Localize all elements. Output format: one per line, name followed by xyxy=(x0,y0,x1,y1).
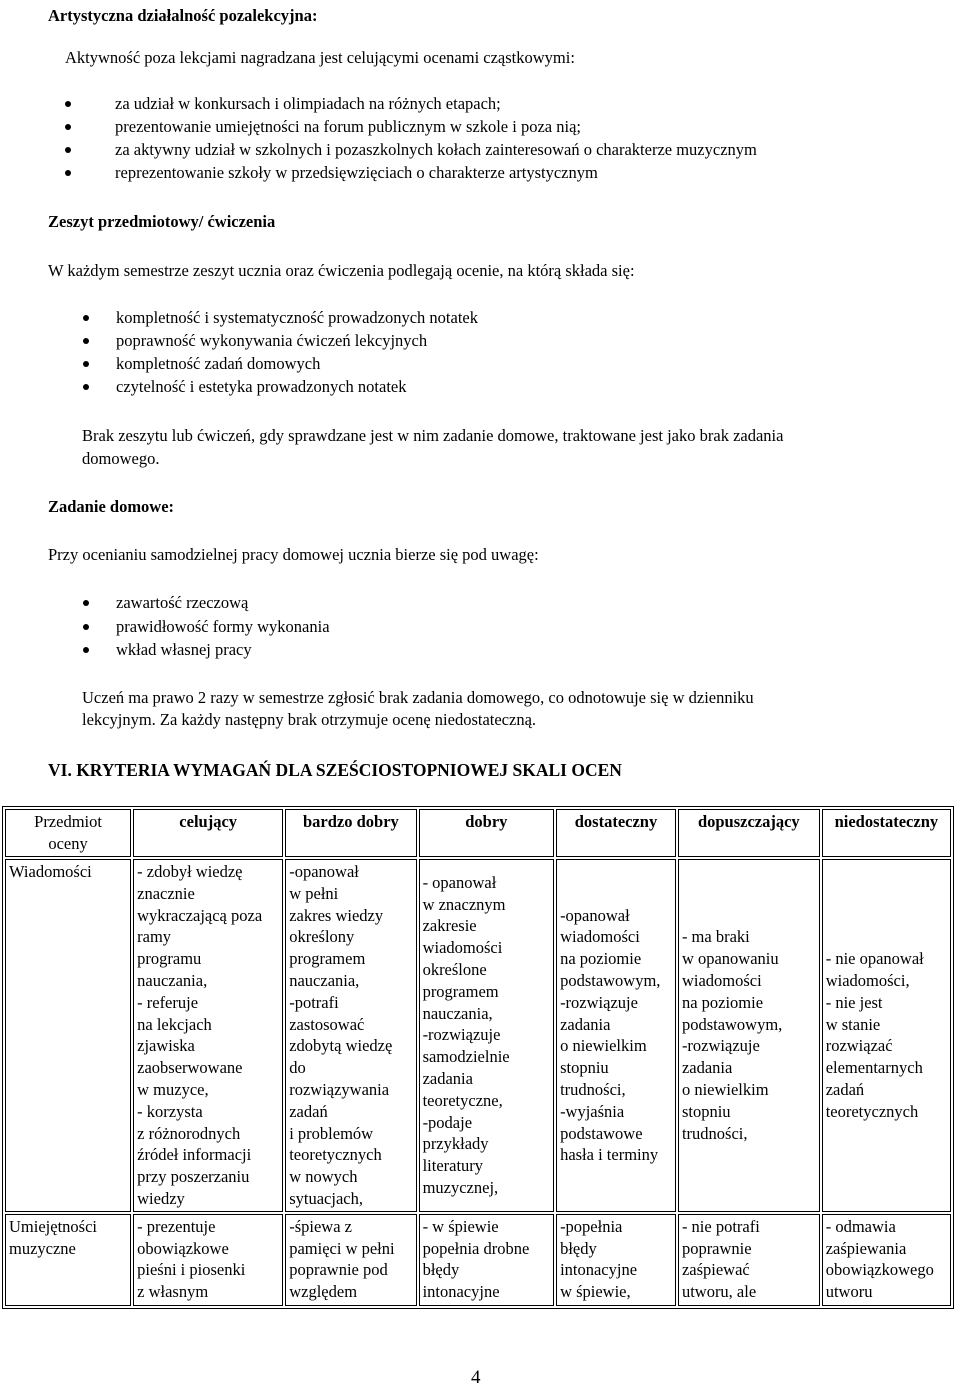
list-item: zawartość rzeczową xyxy=(116,593,249,612)
criteria-line: wiadomości, xyxy=(825,970,910,990)
criteria-line: utworu, ale xyxy=(681,1282,757,1302)
bullet-icon xyxy=(65,170,71,176)
criteria-line: teoretycznych xyxy=(289,1145,382,1165)
grade-header-dostateczny: dostateczny xyxy=(556,809,676,857)
criteria-line: zadań xyxy=(289,1101,328,1121)
criteria-line: programem xyxy=(422,981,499,1001)
criteria-line: stopniu xyxy=(681,1101,731,1121)
table-header-row xyxy=(5,809,951,857)
criteria-cell xyxy=(822,1214,951,1306)
criteria-line: w opanowaniu xyxy=(681,949,779,969)
table-row xyxy=(5,859,951,1212)
list-item: kompletność i systematyczność prowadzonych notatek xyxy=(116,308,478,327)
notebook-intro: W każdym semestrze zeszyt ucznia oraz ćwiczenia podlegają ocenie, na którą składa się: xyxy=(48,261,635,280)
criteria-line: poprawnie xyxy=(681,1238,752,1258)
list-item: czytelność i estetyka prowadzonych notatek xyxy=(116,377,407,396)
bullet-icon xyxy=(65,124,71,130)
criteria-line: -wyjaśnia xyxy=(560,1101,625,1121)
criteria-cell xyxy=(285,1214,416,1306)
criteria-line: -rozwiązuje xyxy=(560,992,638,1012)
criteria-line: - nie jest xyxy=(825,992,883,1012)
criteria-line: z własnym xyxy=(137,1282,209,1302)
criteria-cell xyxy=(419,1214,555,1306)
criteria-line: zdobytą wiedzę xyxy=(289,1036,393,1056)
list-item: kompletność zadań domowych xyxy=(116,354,321,373)
criteria-line: pieśni i piosenki xyxy=(137,1260,246,1280)
criteria-cell xyxy=(556,859,676,1212)
criteria-line: -rozwiązuje xyxy=(422,1025,501,1045)
criteria-line: zaobserwowane xyxy=(137,1058,243,1078)
list-item: wkład własnej pracy xyxy=(116,640,252,659)
bullet-icon xyxy=(65,101,71,107)
section-heading-homework: Zadanie domowe: xyxy=(48,497,175,516)
criteria-line: zadania xyxy=(560,1014,611,1034)
criteria-cell xyxy=(556,1214,676,1306)
criteria-line: wiadomości xyxy=(560,927,640,947)
list-item: prawidłowość formy wykonania xyxy=(116,617,330,636)
criteria-line: w stanie xyxy=(825,1014,881,1034)
criteria-line: - opanował xyxy=(422,872,497,892)
criteria-line: ramy xyxy=(137,927,172,947)
criteria-line: zastosować xyxy=(289,1014,365,1034)
criteria-line: w śpiewie, xyxy=(560,1282,631,1302)
criteria-line: na poziomie xyxy=(681,992,764,1012)
criteria-line: popełnia drobne xyxy=(422,1238,530,1258)
list-item: reprezentowanie szkoły w przedsięwzięciach o charakterze artystycznym xyxy=(115,163,598,182)
list-item: poprawność wykonywania ćwiczeń lekcyjnych xyxy=(116,331,428,350)
criteria-line: -popełnia xyxy=(560,1216,623,1236)
homework-note-line: Uczeń ma prawo 2 razy w semestrze zgłosić brak zadania domowego, co odnotowuje się w dzienniku xyxy=(82,688,754,707)
bullet-icon xyxy=(83,361,89,367)
row-label-umiejetnosci xyxy=(5,1214,131,1306)
criteria-line: wykraczającą poza xyxy=(137,905,263,925)
homework-note-line: lekcyjnym. Za każdy następny brak otrzymuje ocenę niedostateczną. xyxy=(82,710,537,729)
bullet-icon xyxy=(83,647,89,653)
criteria-line: obowiązkowego xyxy=(825,1260,934,1280)
criteria-line: podstawowe xyxy=(560,1123,643,1143)
criteria-line: zaśpiewania xyxy=(825,1238,907,1258)
criteria-line: literatury xyxy=(422,1156,484,1176)
criteria-line: intonacyjne xyxy=(560,1260,638,1280)
criteria-line: określony xyxy=(289,927,355,947)
criteria-cell xyxy=(133,1214,283,1306)
criteria-line: zaśpiewać xyxy=(681,1260,750,1280)
notebook-note-line: Brak zeszytu lub ćwiczeń, gdy sprawdzane jest w nim zadanie domowe, traktowane jest jako brak zadania xyxy=(82,426,784,445)
criteria-line: -opanował xyxy=(289,862,359,881)
row-label-line: Umiejętności xyxy=(9,1216,97,1236)
criteria-line: programem xyxy=(289,949,366,969)
criteria-line: trudności, xyxy=(681,1123,748,1143)
criteria-line: hasła i terminy xyxy=(560,1145,659,1165)
criteria-line: podstawowym, xyxy=(560,970,661,990)
notebook-note-line: domowego. xyxy=(82,449,160,468)
criteria-line: zjawiska xyxy=(137,1036,195,1056)
criteria-line: -potrafi xyxy=(289,992,339,1012)
criteria-line: zakres wiedzy xyxy=(289,905,384,925)
criteria-line: w znacznym xyxy=(422,894,506,914)
criteria-line: o niewielkim xyxy=(681,1079,769,1099)
row-label-line: muzyczne xyxy=(9,1238,76,1258)
criteria-line: utworu xyxy=(825,1282,873,1302)
criteria-line: znacznie xyxy=(137,883,195,903)
grade-header-celujacy: celujący xyxy=(133,809,283,857)
row-label-wiadomosci: Wiadomości xyxy=(5,859,131,1212)
criteria-line: do xyxy=(289,1058,306,1078)
criteria-line: w muzyce, xyxy=(137,1079,209,1099)
criteria-line: w pełni xyxy=(289,883,339,903)
criteria-line: trudności, xyxy=(560,1079,626,1099)
criteria-line: muzycznej, xyxy=(422,1178,499,1198)
criteria-line: teoretyczne, xyxy=(422,1090,503,1110)
criteria-line: intonacyjne xyxy=(422,1282,500,1302)
criteria-line: błędy xyxy=(560,1238,597,1258)
criteria-line: na lekcjach xyxy=(137,1014,212,1034)
criteria-cell xyxy=(419,859,555,1212)
list-item: za udział w konkursach i olimpiadach na różnych etapach; xyxy=(115,94,501,113)
criteria-line: -śpiewa z xyxy=(289,1216,352,1236)
section-heading-notebook: Zeszyt przedmiotowy/ ćwiczenia xyxy=(48,212,276,231)
criteria-line: sytuacjach, xyxy=(289,1188,363,1208)
bullet-icon xyxy=(83,624,89,630)
criteria-cell xyxy=(133,859,283,1212)
criteria-line: -rozwiązuje xyxy=(681,1036,760,1056)
list-item: prezentowanie umiejętności na forum publicznym w szkole i poza nią; xyxy=(115,117,581,136)
criteria-line: wiadomości xyxy=(422,938,503,958)
criteria-line: samodzielnie xyxy=(422,1047,510,1067)
list-item: za aktywny udział w szkolnych i pozaszkolnych kołach zainteresowań o charakterze muzycznym xyxy=(115,140,757,159)
criteria-line: podstawowym, xyxy=(681,1014,783,1034)
criteria-line: nauczania, xyxy=(137,970,208,990)
criteria-line: obowiązkowe xyxy=(137,1238,229,1258)
criteria-line: zadania xyxy=(422,1069,473,1089)
corner-label: oceny xyxy=(48,833,88,853)
section-heading-activities: Artystyczna działalność pozalekcyjna: xyxy=(48,6,318,25)
criteria-line: - prezentuje xyxy=(137,1216,216,1236)
criteria-line: źródeł informacji xyxy=(137,1145,252,1165)
criteria-line: nauczania, xyxy=(422,1003,493,1023)
grading-criteria-table xyxy=(2,806,954,1309)
criteria-cell xyxy=(678,1214,820,1306)
criteria-line: przykłady xyxy=(422,1134,489,1154)
criteria-line: - nie potrafi xyxy=(681,1216,760,1236)
criteria-line: teoretycznych xyxy=(825,1101,919,1121)
criteria-line: pamięci w pełni xyxy=(289,1238,395,1258)
criteria-line: błędy xyxy=(422,1260,460,1280)
grade-header-dopuszczajacy: dopuszczający xyxy=(678,809,820,857)
bullet-icon xyxy=(83,338,89,344)
activities-intro: Aktywność poza lekcjami nagradzana jest celującymi ocenami cząstkowymi: xyxy=(65,48,575,67)
grade-header-dobry: dobry xyxy=(419,809,555,857)
criteria-line: określone xyxy=(422,960,487,980)
criteria-line: elementarnych xyxy=(825,1058,923,1078)
criteria-cell xyxy=(285,859,416,1212)
criteria-line: - nie opanował xyxy=(825,949,924,969)
bullet-icon xyxy=(83,600,89,606)
section-heading-criteria: VI. KRYTERIA WYMAGAŃ DLA SZEŚCIOSTOPNIOWEJ SKALI OCEN xyxy=(48,760,622,780)
criteria-line: przy poszerzaniu xyxy=(137,1167,250,1187)
table-corner-cell xyxy=(5,809,131,857)
criteria-line: względem xyxy=(289,1282,358,1302)
criteria-line: i problemów xyxy=(289,1123,374,1143)
criteria-line: nauczania, xyxy=(289,970,360,990)
criteria-line: - odmawia xyxy=(825,1216,896,1236)
criteria-line: -opanował xyxy=(560,905,630,925)
bullet-icon xyxy=(83,315,89,321)
bullet-icon xyxy=(83,384,89,390)
homework-intro: Przy ocenianiu samodzielnej pracy domowej ucznia bierze się pod uwagę: xyxy=(48,545,539,564)
criteria-cell xyxy=(678,859,820,1212)
corner-label: Przedmiot xyxy=(34,812,102,831)
criteria-line: programu xyxy=(137,949,202,969)
criteria-line: - korzysta xyxy=(137,1101,203,1121)
criteria-line: stopniu xyxy=(560,1058,609,1078)
criteria-line: z różnorodnych xyxy=(137,1123,241,1143)
criteria-line: wiadomości xyxy=(681,970,762,990)
criteria-line: - ma braki xyxy=(681,927,750,947)
table-row xyxy=(5,1214,951,1306)
criteria-line: na poziomie xyxy=(560,949,642,969)
criteria-line: - referuje xyxy=(137,992,199,1012)
criteria-cell xyxy=(822,859,951,1212)
page-number: 4 xyxy=(471,1367,481,1388)
criteria-line: - zdobył wiedzę xyxy=(137,862,243,881)
grade-header-bardzo-dobry: bardzo dobry xyxy=(285,809,416,857)
grade-header-niedostateczny: niedostateczny xyxy=(822,809,951,857)
criteria-line: zadania xyxy=(681,1058,733,1078)
criteria-line: zadań xyxy=(825,1079,865,1099)
criteria-line: wiedzy xyxy=(137,1188,185,1208)
criteria-line: rozwiązywania xyxy=(289,1079,390,1099)
bullet-icon xyxy=(65,147,71,153)
criteria-line: -podaje xyxy=(422,1112,473,1132)
criteria-line: rozwiązać xyxy=(825,1036,893,1056)
criteria-line: w nowych xyxy=(289,1167,358,1187)
criteria-line: zakresie xyxy=(422,916,477,936)
criteria-line: - w śpiewie xyxy=(422,1216,499,1236)
criteria-line: poprawnie pod xyxy=(289,1260,388,1280)
criteria-line: o niewielkim xyxy=(560,1036,647,1056)
